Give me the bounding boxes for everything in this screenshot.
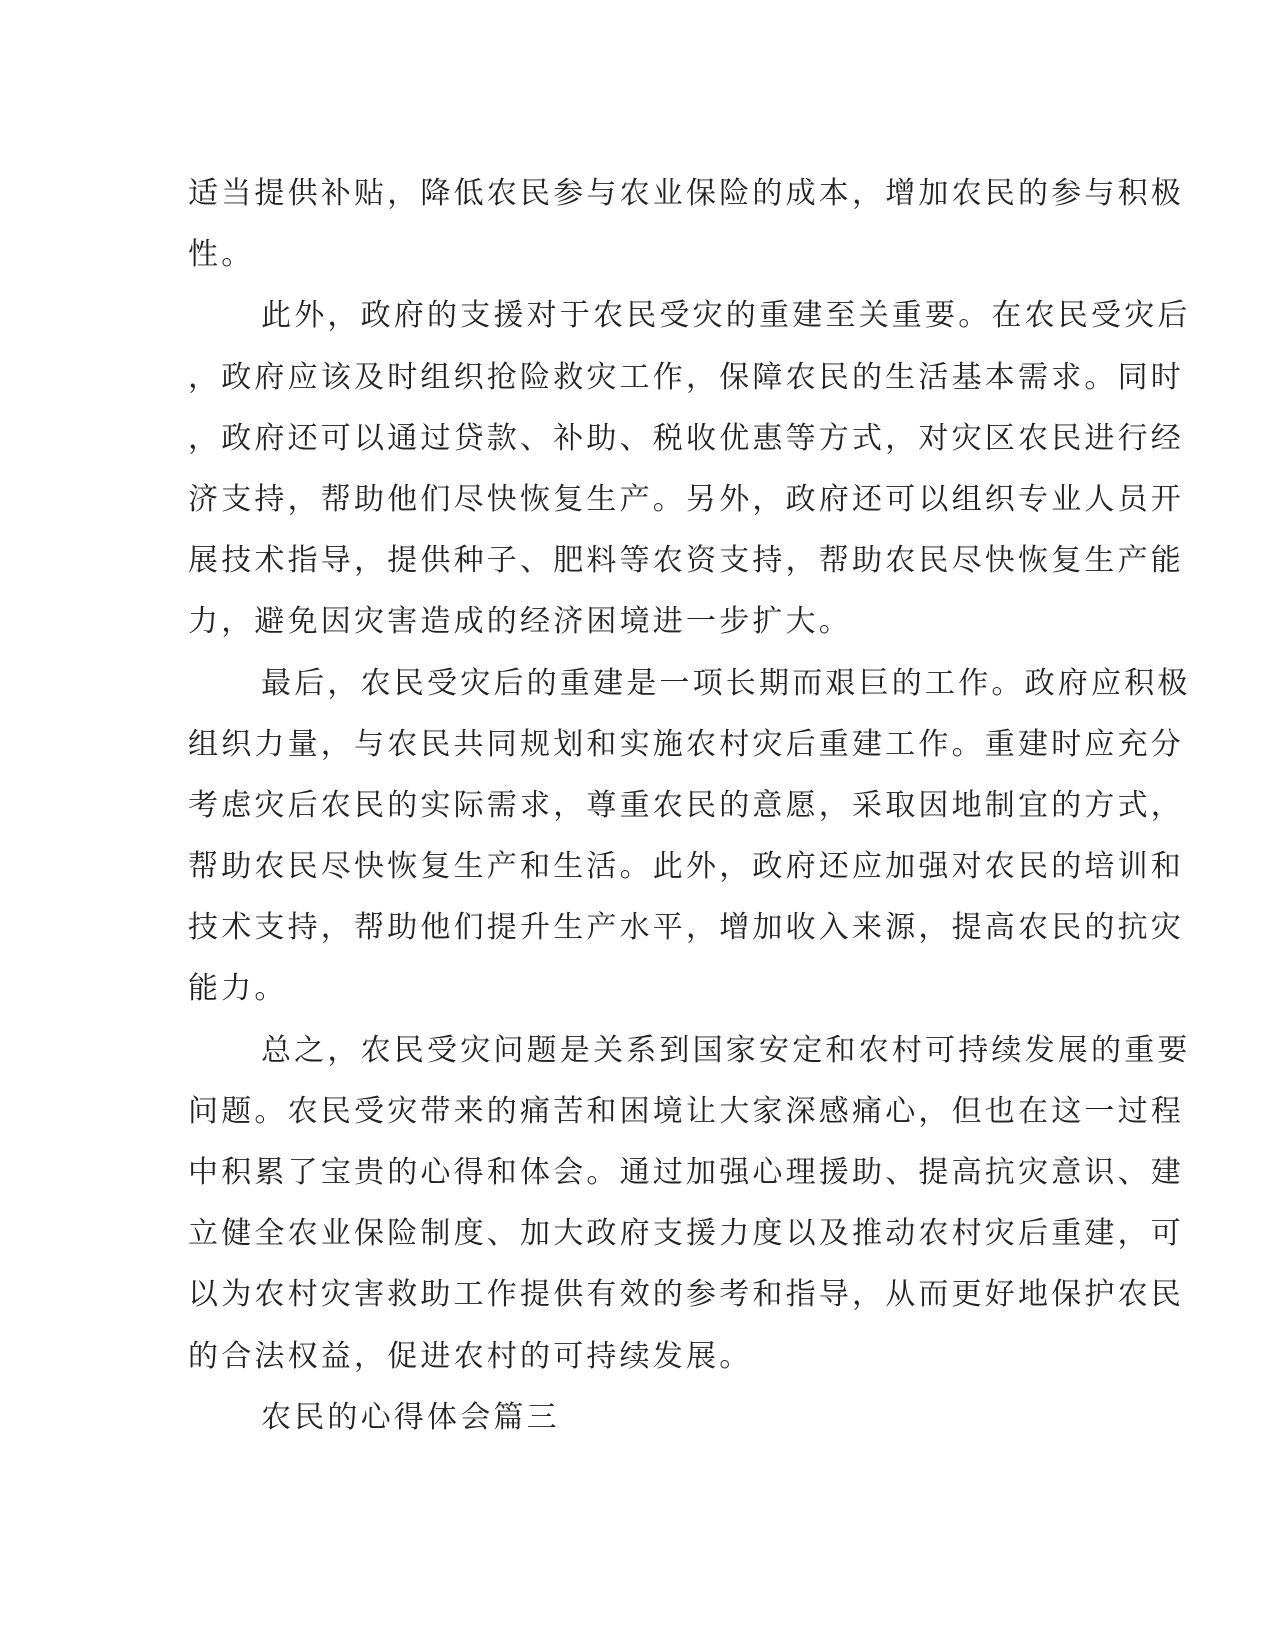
text-line: 技术支持，帮助他们提升生产水平，增加收入来源，提高农民的抗灾 [188,910,1184,946]
text-line: 适当提供补贴，降低农民参与农业保险的成本，增加农民的参与积极 [188,176,1184,211]
text-line: ，政府还可以通过贷款、补助、税收优惠等方式，对灾区农民进行经 [188,420,1184,456]
paragraph-start-line: 此外，政府的支援对于农民受灾的重建至关重要。在农民受灾后 [261,298,1191,334]
document-body [188,163,1191,1448]
paragraph-start-line: 总之，农民受灾问题是关系到国家安定和农村可持续发展的重要 [261,1032,1191,1068]
text-line: 问题。农民受灾带来的痛苦和困境让大家深感痛心，但也在这一过程 [188,1093,1184,1129]
text-line: 组织力量，与农民共同规划和实施农村灾后重建工作。重建时应充分 [188,726,1184,762]
section-heading: 农民的心得体会篇三 [261,1399,560,1435]
paragraph-start-line: 最后，农民受灾后的重建是一项长期而艰巨的工作。政府应积极 [261,665,1191,701]
text-line: 中积累了宝贵的心得和体会。通过加强心理援助、提高抗灾意识、建 [188,1155,1184,1190]
text-line: 的合法权益，促进农村的可持续发展。 [188,1338,753,1374]
text-line: 考虑灾后农民的实际需求，尊重农民的意愿，采取因地制宜的方式， [188,787,1184,823]
text-line: ，政府应该及时组织抢险救灾工作，保障农民的生活基本需求。同时 [188,359,1184,395]
text-line: 性。 [188,237,255,273]
text-line: 展技术指导，提供种子、肥料等农资支持，帮助农民尽快恢复生产能 [188,543,1184,579]
text-line: 立健全农业保险制度、加大政府支援力度以及推动农村灾后重建，可 [188,1216,1184,1252]
text-line: 以为农村灾害救助工作提供有效的参考和指导，从而更好地保护农民 [188,1277,1184,1313]
text-line: 能力。 [188,971,288,1007]
text-line: 力，避免因灾害造成的经济困境进一步扩大。 [188,604,852,640]
text-line: 济支持，帮助他们尽快恢复生产。另外，政府还可以组织专业人员开 [188,481,1184,517]
text-line: 帮助农民尽快恢复生产和生活。此外，政府还应加强对农民的培训和 [188,849,1184,885]
